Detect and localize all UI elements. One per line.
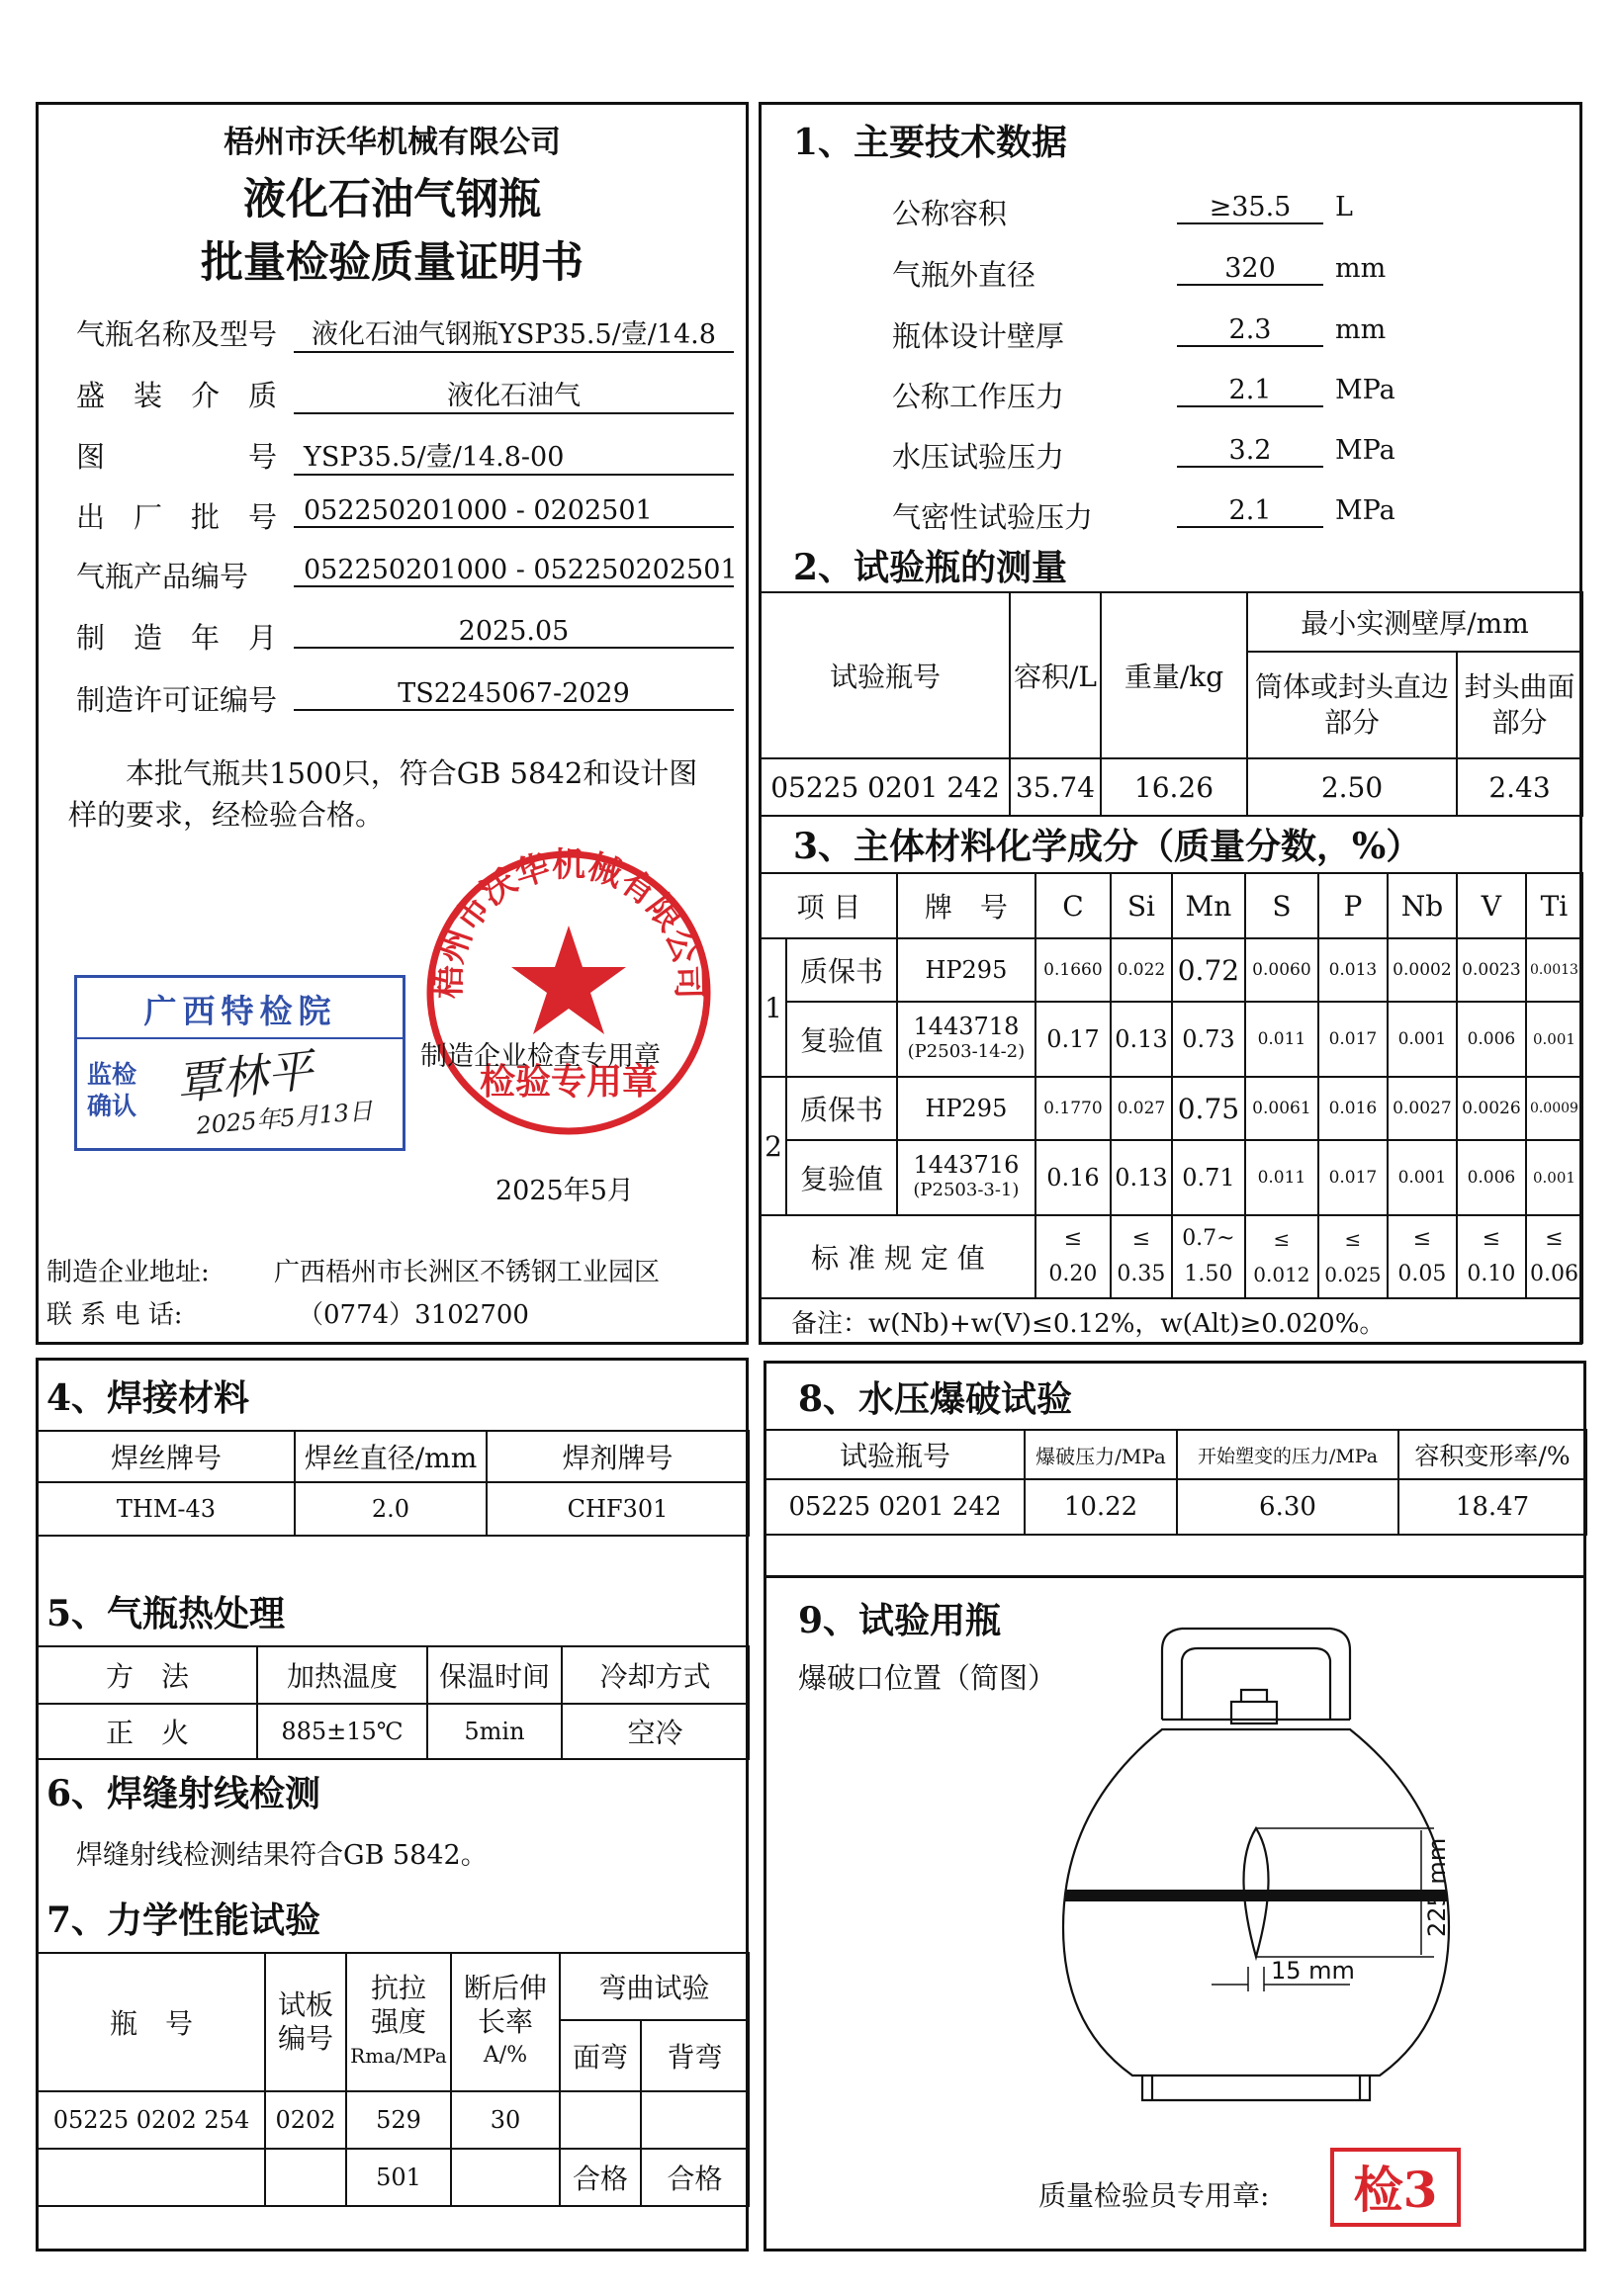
chem-h-item: 项 目	[761, 873, 897, 938]
mech-no: 05225 0202 254	[38, 2091, 265, 2149]
mech-plate	[265, 2149, 346, 2206]
seal-sub-text: 检验专用章	[479, 1061, 659, 1103]
info-value-serial: 052250201000 - 052250202501	[294, 555, 734, 587]
mech-back: 合格	[641, 2149, 749, 2206]
chem-val: 0.001	[1526, 1140, 1582, 1215]
chem-std-cell	[1526, 1215, 1582, 1298]
chem-group-idx: 1	[761, 938, 786, 1077]
tech-unit-work-pressure: MPa	[1335, 375, 1395, 405]
measure-body: 2.50	[1247, 758, 1457, 816]
chem-type: 复验值	[786, 1002, 897, 1077]
burst-h-pressure: 爆破压力/MPa	[1025, 1430, 1177, 1479]
heat-title: 5、气瓶热处理	[46, 1593, 286, 1634]
chem-std-cell	[1457, 1215, 1526, 1298]
burst-title: 8、水压爆破试验	[798, 1378, 1073, 1420]
tech-value-thickness: 2.3	[1177, 314, 1323, 347]
tech-unit-volume: L	[1335, 192, 1353, 222]
chem-type: 质保书	[786, 938, 897, 1002]
chem-std-bot: 1.50	[1184, 1262, 1233, 1286]
phone-value: （0774）3102700	[298, 1300, 529, 1330]
weld-h-wire: 焊丝牌号	[38, 1431, 295, 1482]
chem-val: 0.71	[1172, 1140, 1245, 1215]
chem-type: 复验值	[786, 1140, 897, 1215]
chem-h-V: V	[1457, 873, 1526, 938]
tech-label-volume: 公称容积	[892, 197, 1008, 230]
chem-std-top: ≤	[1273, 1227, 1291, 1251]
chem-val: 0.0061	[1245, 1077, 1318, 1140]
info-value-drawing: YSP35.5/壹/14.8-00	[294, 435, 734, 476]
dim-vertical: 225 mm	[1423, 1837, 1451, 1937]
measure-weight: 16.26	[1101, 758, 1247, 816]
burst-deform: 18.47	[1398, 1479, 1586, 1535]
tech-value-work-pressure: 2.1	[1177, 375, 1323, 407]
mech-table	[37, 1952, 750, 2207]
radio-title: 6、焊缝射线检测	[46, 1773, 321, 1814]
doc-title-2: 批量检验质量证明书	[201, 238, 584, 288]
chem-std-top: ≤	[1482, 1226, 1501, 1251]
bottom-right-panel	[764, 1361, 1586, 2252]
chem-std-cell	[1245, 1215, 1318, 1298]
measure-h-no: 试验瓶号	[761, 592, 1010, 758]
burst-plastic: 6.30	[1177, 1479, 1398, 1535]
chem-std-bot: 0.012	[1253, 1263, 1310, 1286]
chem-h-S: S	[1245, 873, 1318, 938]
mech-h-tensile: 抗拉强度	[370, 1972, 426, 2038]
chem-val: 0.13	[1111, 1140, 1172, 1215]
chem-std-bot: 0.06	[1529, 1262, 1578, 1286]
chem-std-bot: 0.025	[1324, 1263, 1382, 1286]
measure-h-vol: 容积/L	[1010, 592, 1101, 758]
chem-h-P: P	[1318, 873, 1388, 938]
chem-val: 0.001	[1388, 1002, 1457, 1077]
phone-label: 联 系 电 话:	[46, 1300, 183, 1330]
company-name: 梧州市沃华机械有限公司	[224, 125, 561, 160]
chem-h-Nb: Nb	[1388, 873, 1457, 938]
chem-h-C: C	[1035, 873, 1111, 938]
chem-grade: HP295	[897, 938, 1035, 1002]
mech-h-plate: 试板编号	[265, 1953, 346, 2091]
tech-value-leak-pressure: 2.1	[1177, 495, 1323, 528]
tech-label-work-pressure: 公称工作压力	[892, 380, 1065, 413]
weld-h-flux: 焊剂牌号	[487, 1431, 749, 1482]
chem-std-cell	[1318, 1215, 1388, 1298]
bottom-left-panel	[36, 1358, 749, 2252]
inspector-stamp: 检3	[1330, 2148, 1461, 2227]
weld-table	[37, 1430, 750, 1537]
chem-val: 0.001	[1388, 1140, 1457, 1215]
mech-h-elong: 断后伸长率	[463, 1972, 547, 2038]
chem-grade-sub: (P2503-3-1)	[913, 1180, 1020, 1200]
tech-label-thickness: 瓶体设计壁厚	[892, 319, 1065, 353]
chem-std-label: 标 准 规 定 值	[761, 1215, 1035, 1298]
mech-tensile: 501	[346, 2149, 451, 2206]
mech-h-back: 背弯	[641, 2020, 749, 2091]
info-label-serial: 气瓶产品编号	[76, 560, 249, 593]
measure-h-body: 筒体或封头直边部分	[1247, 652, 1457, 758]
testbottle-title: 9、试验用瓶	[798, 1600, 1002, 1641]
chem-val: 0.006	[1457, 1140, 1526, 1215]
mech-elong	[451, 2149, 560, 2206]
chem-val: 0.022	[1111, 938, 1172, 1002]
tech-value-diameter: 320	[1177, 253, 1323, 286]
chem-val: 0.016	[1318, 1077, 1388, 1140]
star-icon	[511, 926, 626, 1034]
heat-method: 正 火	[38, 1704, 257, 1759]
chem-std-top: ≤	[1344, 1227, 1362, 1251]
tech-unit-diameter: mm	[1335, 253, 1387, 284]
inspection-date: 2025年5月13日	[195, 1097, 374, 1140]
chem-val: 0.006	[1457, 1002, 1526, 1077]
info-label-batch: 出 厂 批 号	[76, 500, 278, 534]
chem-val: 0.17	[1035, 1002, 1111, 1077]
chem-val: 0.0009	[1526, 1077, 1582, 1140]
chem-val: 0.011	[1245, 1140, 1318, 1215]
mech-title: 7、力学性能试验	[46, 1899, 321, 1941]
chem-val: 0.1770	[1035, 1077, 1111, 1140]
inspection-signature: 覃林平	[173, 1042, 315, 1111]
heat-h-cooling: 冷却方式	[562, 1646, 749, 1704]
measure-no: 05225 0201 242	[761, 758, 1010, 816]
chem-val: 0.16	[1035, 1140, 1111, 1215]
chem-note: 备注：w(Nb)+w(V)≤0.12%，w(Alt)≥0.020%。	[761, 1298, 1582, 1344]
chem-val: 0.0026	[1457, 1077, 1526, 1140]
mech-face	[560, 2091, 641, 2149]
info-label-drawing: 图 号	[76, 440, 278, 474]
chem-val: 0.75	[1172, 1077, 1245, 1140]
chem-row-1b	[761, 1002, 1582, 1077]
info-label-license: 制造许可证编号	[76, 683, 278, 717]
header-panel	[36, 102, 749, 1345]
heat-h-temp: 加热温度	[257, 1646, 427, 1704]
measure-h-weight: 重量/kg	[1101, 592, 1247, 758]
factory-check-label: 制造企业检查专用章	[420, 1041, 661, 1072]
chem-val: 0.0013	[1526, 938, 1582, 1002]
info-value-batch: 052250201000 - 0202501	[294, 495, 734, 528]
chem-std-cell	[1172, 1215, 1245, 1298]
radio-text: 焊缝射线检测结果符合GB 5842。	[76, 1840, 488, 1871]
chem-val: 0.0023	[1457, 938, 1526, 1002]
seal-ring-text: 梧州市沃华机械有限公司	[428, 845, 709, 1000]
burst-h-deform: 容积变形率/%	[1398, 1430, 1586, 1479]
chem-val: 0.0027	[1388, 1077, 1457, 1140]
issue-date: 2025年5月	[495, 1176, 634, 1206]
chem-h-Si: Si	[1111, 873, 1172, 938]
chem-std-top: ≤	[1063, 1226, 1083, 1251]
chem-h-Ti: Ti	[1526, 873, 1582, 938]
chem-h-grade: 牌 号	[897, 873, 1035, 938]
chem-val: 0.72	[1172, 938, 1245, 1002]
mech-plate: 0202	[265, 2091, 346, 2149]
mech-h-tensile-unit: Rma/MPa	[350, 2044, 447, 2068]
chem-val: 0.0002	[1388, 938, 1457, 1002]
chem-grade: HP295	[897, 1077, 1035, 1140]
chem-std-bot: 0.20	[1048, 1262, 1098, 1286]
inspector-label: 质量检验员专用章:	[1038, 2179, 1270, 2212]
inspection-label: 监检确认	[87, 1060, 137, 1120]
chem-title: 3、主体材料化学成分（质量分数，%）	[793, 826, 1422, 867]
tech-title: 1、主要技术数据	[793, 122, 1068, 163]
tech-label-hydro-pressure: 水压试验压力	[892, 440, 1065, 474]
chem-val: 0.001	[1526, 1002, 1582, 1077]
tech-value-volume: ≥35.5	[1177, 192, 1323, 224]
tech-unit-thickness: mm	[1335, 314, 1387, 345]
chem-row-2b	[761, 1140, 1582, 1215]
heat-h-time: 保温时间	[427, 1646, 562, 1704]
chem-std-top: ≤	[1545, 1226, 1564, 1251]
measure-title: 2、试验瓶的测量	[793, 547, 1068, 588]
chem-std-bot: 0.05	[1397, 1262, 1447, 1286]
inspection-org: 广西特检院	[143, 992, 337, 1030]
mech-h-face: 面弯	[560, 2020, 641, 2091]
chem-table	[760, 872, 1583, 1344]
chem-val: 0.017	[1318, 1002, 1388, 1077]
mech-h-elong-unit: A/%	[483, 2043, 528, 2068]
chem-h-Mn: Mn	[1172, 873, 1245, 938]
mech-h-no: 瓶 号	[38, 1953, 265, 2091]
measure-h-head: 封头曲面部分	[1457, 652, 1582, 758]
mech-face: 合格	[560, 2149, 641, 2206]
cylinder-diagram	[1053, 1611, 1469, 2125]
chem-grade-cell	[897, 1140, 1035, 1215]
mech-tensile: 529	[346, 2091, 451, 2149]
measure-h-min: 最小实测壁厚/mm	[1247, 592, 1582, 652]
chem-row-std	[761, 1215, 1582, 1298]
chem-val: 0.011	[1245, 1002, 1318, 1077]
tech-value-hydro-pressure: 3.2	[1177, 435, 1323, 468]
address-label: 制造企业地址:	[46, 1258, 210, 1287]
burst-no: 05225 0201 242	[765, 1479, 1025, 1535]
measure-vol: 35.74	[1010, 758, 1101, 816]
measure-table	[760, 591, 1583, 817]
info-value-license: TS2245067-2029	[294, 678, 734, 711]
tech-label-diameter: 气瓶外直径	[892, 258, 1036, 292]
chem-std-cell	[1388, 1215, 1457, 1298]
weld-wire: THM-43	[38, 1482, 295, 1536]
mech-elong: 30	[451, 2091, 560, 2149]
mech-h-elong-cell	[451, 1953, 560, 2091]
chem-std-bot: 0.35	[1117, 1262, 1166, 1286]
chem-grade-cell	[897, 1002, 1035, 1077]
heat-table	[37, 1645, 750, 1760]
chem-val: 0.013	[1318, 938, 1388, 1002]
heat-cooling: 空冷	[562, 1704, 749, 1759]
chem-val: 0.1660	[1035, 938, 1111, 1002]
weld-diameter: 2.0	[295, 1482, 487, 1536]
heat-h-method: 方 法	[38, 1646, 257, 1704]
mech-h-tensile-cell	[346, 1953, 451, 2091]
chem-val: 0.13	[1111, 1002, 1172, 1077]
chem-type: 质保书	[786, 1077, 897, 1140]
info-value-medium: 液化石油气	[294, 374, 734, 414]
weld-flux: CHF301	[487, 1482, 749, 1536]
info-value-date: 2025.05	[294, 616, 734, 649]
chem-std-cell	[1035, 1215, 1111, 1298]
chem-std-top: ≤	[1131, 1226, 1151, 1251]
chem-val: 0.73	[1172, 1002, 1245, 1077]
tech-unit-hydro-pressure: MPa	[1335, 435, 1395, 466]
chem-grade: 1443718	[913, 1013, 1020, 1040]
dim-horizontal: 15 mm	[1271, 1957, 1355, 1985]
chem-row-1a	[761, 938, 1582, 1002]
chem-std-cell	[1111, 1215, 1172, 1298]
info-label-medium: 盛 装 介 质	[76, 379, 278, 412]
chem-grade: 1443716	[913, 1151, 1020, 1179]
chem-row-2a	[761, 1077, 1582, 1140]
chem-val: 0.027	[1111, 1077, 1172, 1140]
chem-group-idx: 2	[761, 1077, 786, 1215]
heat-temp: 885±15℃	[257, 1704, 427, 1759]
address-value: 广西梧州市长洲区不锈钢工业园区	[274, 1258, 661, 1287]
weld-title: 4、焊接材料	[46, 1377, 250, 1419]
tech-label-leak-pressure: 气密性试验压力	[892, 500, 1094, 534]
info-label-model: 气瓶名称及型号	[76, 317, 278, 351]
chem-std-bot: 0.10	[1467, 1262, 1516, 1286]
heat-time: 5min	[427, 1704, 562, 1759]
mech-back	[641, 2091, 749, 2149]
weld-h-diameter: 焊丝直径/mm	[295, 1431, 487, 1482]
statement-text: 本批气瓶共1500只，符合GB 5842和设计图样的要求，经检验合格。	[68, 756, 698, 832]
chem-grade-sub: (P2503-14-2)	[907, 1041, 1026, 1062]
testbottle-sub: 爆破口位置（简图）	[798, 1661, 1057, 1695]
info-label-date: 制 造 年 月	[76, 621, 278, 655]
burst-pressure: 10.22	[1025, 1479, 1177, 1535]
chem-std-top: ≤	[1412, 1226, 1432, 1251]
burst-table	[765, 1429, 1587, 1536]
tech-unit-leak-pressure: MPa	[1335, 495, 1395, 526]
tech-panel	[759, 102, 1582, 1345]
info-value-model: 液化石油气钢瓶YSP35.5/壹/14.8	[294, 312, 734, 353]
chem-val: 0.017	[1318, 1140, 1388, 1215]
measure-head: 2.43	[1457, 758, 1582, 816]
chem-val: 0.0060	[1245, 938, 1318, 1002]
burst-h-no: 试验瓶号	[765, 1430, 1025, 1479]
chem-std-top: 0.7~	[1182, 1226, 1235, 1251]
doc-title-1: 液化石油气钢瓶	[243, 175, 541, 224]
burst-h-plastic: 开始塑变的压力/MPa	[1177, 1430, 1398, 1479]
company-seal	[420, 844, 717, 1141]
mech-no	[38, 2149, 265, 2206]
inspection-stamp	[74, 975, 405, 1151]
mech-h-bend: 弯曲试验	[560, 1953, 749, 2020]
